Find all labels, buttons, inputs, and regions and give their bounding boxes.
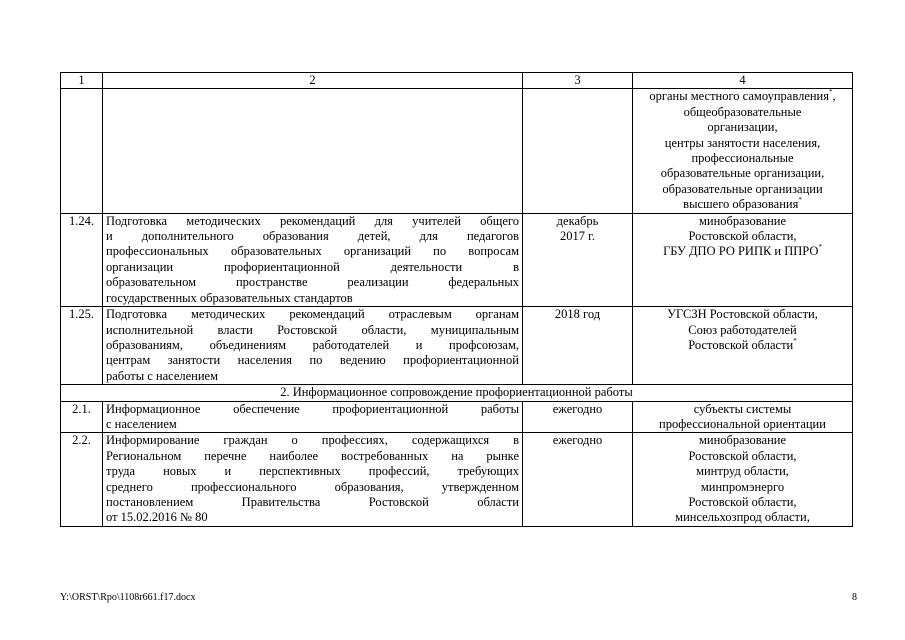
row-number: 2.2.: [61, 433, 103, 526]
resp-line: Ростовской области*: [688, 336, 797, 352]
resp-line: высшего образования*: [683, 196, 802, 212]
desc-line: от 15.02.2016 № 80: [106, 510, 208, 525]
desc-line: образовательном пространстве реализации федеральных: [106, 275, 519, 290]
row-responsible: [633, 213, 853, 306]
resp-line: профессиональной ориентации: [659, 416, 826, 431]
resp-line: организации,: [707, 120, 778, 135]
plan-table: [60, 72, 853, 527]
resp-line: ГБУ ДПО РО РИПК и ППРО*: [663, 243, 822, 259]
desc-line: центрам занятости населения по ведению профориентационной: [106, 353, 519, 368]
date-line: ежегодно: [552, 433, 603, 448]
row-description: [103, 307, 523, 385]
page-number: 8: [852, 592, 857, 603]
desc-line: Информационное обеспечение профориентационной работы: [106, 401, 519, 416]
row-date: [523, 307, 633, 385]
resp-line: минобразование: [698, 433, 787, 448]
header-cell-1: 1: [61, 73, 103, 89]
date-line: ежегодно: [552, 401, 603, 416]
desc-line: организации профориентационной деятельности в: [106, 259, 519, 274]
resp-line: УГСЗН Ростовской области,: [667, 307, 818, 322]
row-responsible: [633, 307, 853, 385]
resp-line: образовательные организации,: [660, 166, 825, 181]
continuation-num: [61, 89, 103, 213]
row-date: [523, 401, 633, 433]
section-heading-row: [61, 385, 853, 401]
date-line: 2018 год: [554, 307, 601, 322]
date-line: декабрь: [556, 213, 599, 228]
continuation-date: [523, 89, 633, 213]
row-description: [103, 401, 523, 433]
section-title: 2. Информационное сопровождение профориентационной работы: [61, 385, 853, 401]
row-date: [523, 433, 633, 526]
continuation-row: [61, 89, 853, 213]
desc-line: образованиям, объединениям работодателей и профсоюзам,: [106, 337, 519, 352]
resp-line: минтруд области,: [696, 464, 789, 479]
resp-line: общеобразовательные: [683, 104, 802, 119]
table-row-1-24: [61, 213, 853, 306]
resp-line: минпромэнерго: [700, 479, 785, 494]
resp-line: органы местного самоуправления*,: [649, 88, 836, 104]
resp-line: субъекты системы: [693, 401, 792, 416]
desc-line: Региональном перечне наиболее востребованных на рынке: [106, 448, 519, 463]
row-responsible: [633, 401, 853, 433]
header-cell-4: 4: [633, 73, 853, 89]
row-number: 1.25.: [61, 307, 103, 385]
row-description: [103, 213, 523, 306]
resp-line: профессиональные: [691, 151, 794, 166]
row-description: [103, 433, 523, 526]
desc-line: с населением: [106, 416, 177, 431]
row-responsible: [633, 433, 853, 526]
resp-line: Союз работодателей: [688, 322, 797, 337]
desc-line: постановлением Правительства Ростовской области: [106, 494, 519, 509]
table-row-2-1: [61, 401, 853, 433]
resp-line: Ростовской области,: [688, 448, 797, 463]
date-line: 2017 г.: [560, 229, 595, 244]
desc-line: исполнительной власти Ростовской области, муниципальным: [106, 322, 519, 337]
table-row-1-25: [61, 307, 853, 385]
row-number: 2.1.: [61, 401, 103, 433]
desc-line: государственных образовательных стандартов: [106, 290, 353, 305]
continuation-desc: [103, 89, 523, 213]
resp-line: минобразование: [698, 213, 787, 228]
desc-line: труда новых и перспективных профессий, требующих: [106, 464, 519, 479]
resp-line: центры занятости населения,: [664, 135, 821, 150]
row-date: [523, 213, 633, 306]
table-row-2-2: [61, 433, 853, 526]
desc-line: профессиональных образовательных организаций по вопросам: [106, 244, 519, 259]
header-cell-2: 2: [103, 73, 523, 89]
resp-line: минсельхозпрод области,: [675, 510, 810, 525]
row-number: 1.24.: [61, 213, 103, 306]
header-cell-3: 3: [523, 73, 633, 89]
footer-file-path: Y:\ORST\Rpo\1108r661.f17.docx: [60, 592, 196, 603]
desc-line: среднего профессионального образования, утвержденном: [106, 479, 519, 494]
desc-line: Информирование граждан о профессиях, содержащихся в: [106, 433, 519, 448]
continuation-responsible: [633, 89, 853, 213]
header-row: [61, 73, 853, 89]
desc-line: Подготовка методических рекомендаций отраслевым органам: [106, 307, 519, 322]
desc-line: Подготовка методических рекомендаций для учителей общего: [106, 213, 519, 228]
resp-line: образовательные организации: [662, 181, 823, 196]
resp-line: Ростовской области,: [688, 494, 797, 509]
desc-line: и дополнительного образования детей, для педагогов: [106, 229, 519, 244]
desc-line: работы с населением: [106, 368, 219, 383]
resp-line: Ростовской области,: [688, 229, 797, 244]
